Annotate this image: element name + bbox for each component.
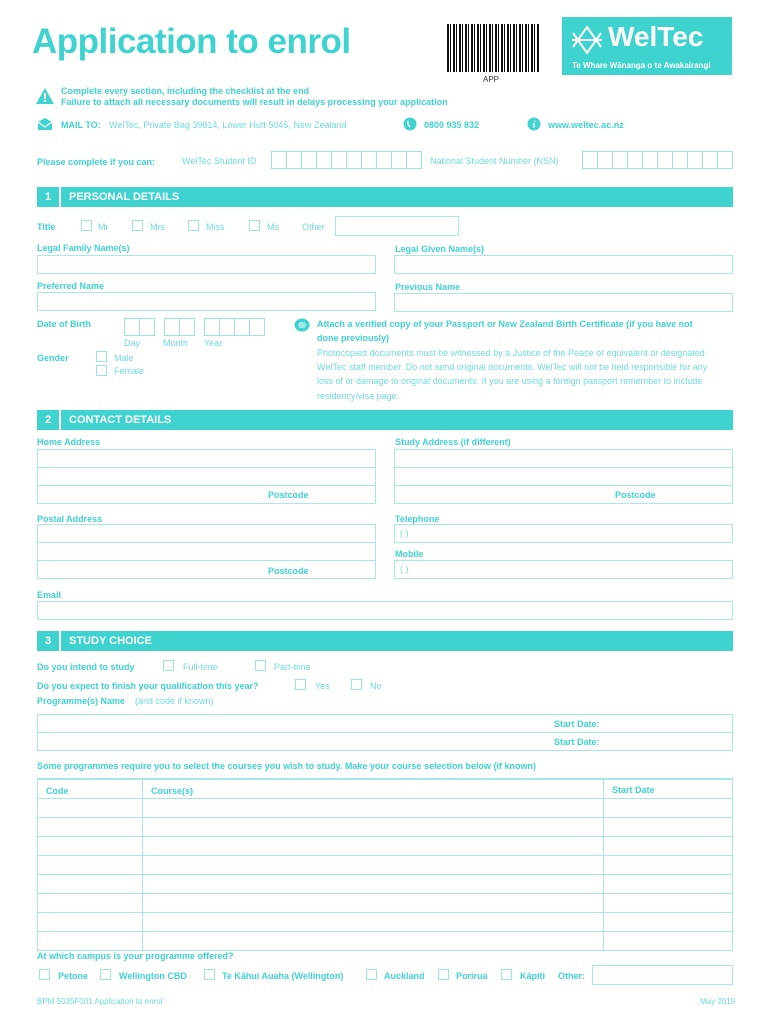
gender-male-label: Male [114,353,134,363]
courses-table [37,778,733,951]
parttime-checkbox[interactable] [255,660,266,671]
finish-no-checkbox[interactable] [351,679,362,690]
col-courses-header: Course(s) [151,786,194,796]
warning-line-1: Complete every section, including the checklist at the end [61,86,310,96]
campus-te-kahui-auaha-checkbox[interactable] [204,969,215,980]
section-title: STUDY CHOICE [69,635,152,647]
gender-label: Gender [37,353,69,363]
dob-year-label: Year [204,338,223,348]
title-mr-label: Mr [98,222,109,232]
logo-tagline: Te Whare Wānanga o te Awakairangi [572,61,711,70]
study-address-line-2[interactable] [394,467,733,486]
programme-start-date-1: Start Date: [554,719,600,729]
mail-to-label: MAIL TO: [61,120,101,130]
website-link[interactable]: www.weltec.ac.nz [548,120,624,130]
home-address-label: Home Address [37,437,101,447]
table-row[interactable] [38,836,732,855]
previous-name-label: Previous Name [395,282,461,292]
home-address-line-1[interactable] [37,449,376,468]
section-number: 2 [37,410,61,430]
campus-auckland-label: Auckland [384,971,425,981]
col-start-header: Start Date [612,785,655,795]
programme-name-label: Programme(s) Name [37,696,126,706]
mobile-label: Mobile [395,549,424,559]
table-header-row [38,779,732,798]
barcode-label: APP [483,75,500,84]
title-other-input[interactable] [335,216,459,236]
section-title: CONTACT DETAILS [69,414,172,426]
dob-month-label: Month [163,338,189,348]
logo-mark-icon [570,23,604,57]
study-postcode-label: Postcode [615,490,656,500]
study-address-line-1[interactable] [394,449,733,468]
attach-note-4: residency/visa page. [317,391,400,401]
table-row[interactable] [38,874,732,893]
barcode [447,24,539,72]
logo-name: WelTec [608,21,704,52]
finish-question-label: Do you expect to finish your qualification this year? [37,681,259,691]
gender-female-checkbox[interactable] [96,365,107,376]
family-name-input[interactable] [37,255,376,274]
section-number: 1 [37,187,61,207]
email-label: Email [37,590,62,600]
finish-no-label: No [370,681,382,691]
title-label: Title [37,222,56,232]
telephone-input[interactable] [394,524,733,543]
postal-postcode-label: Postcode [268,566,309,576]
section-contact-header [37,410,733,430]
section-study-header [37,631,733,651]
intend-study-label: Do you intend to study [37,662,135,672]
please-complete-label: Please complete if you can: [37,157,156,167]
programme-input-2[interactable] [37,732,733,751]
postal-address-line-2[interactable] [37,542,376,561]
preferred-name-input[interactable] [37,292,376,311]
student-id-label: WelTec Student ID [182,156,257,166]
title-mr-checkbox[interactable] [81,220,92,231]
gender-female-label: Female [114,366,145,376]
table-row[interactable] [38,931,732,950]
student-id-input[interactable] [271,151,421,169]
family-name-label: Legal Family Name(s) [37,243,130,253]
home-address-line-2[interactable] [37,467,376,486]
weltec-logo [562,17,732,75]
campus-other-input[interactable] [592,965,733,985]
title-mrs-label: Mrs [150,222,165,232]
warning-icon [36,88,54,104]
dob-day-input[interactable] [124,318,154,336]
gender-male-checkbox[interactable] [96,351,107,362]
given-name-label: Legal Given Name(s) [395,244,485,254]
campus-wellington-cbd-label: Wellington CBD [119,971,187,981]
mobile-input[interactable] [394,560,733,579]
section-personal-header [37,187,733,207]
courses-note: Some programmes require you to select the courses you wish to study. Make your course selection below (if known) [37,761,536,771]
study-address-line-3[interactable] [394,485,733,504]
programme-start-date-2: Start Date: [554,737,600,747]
mail-icon [37,117,53,131]
campus-petone-label: Petone [58,971,89,981]
programme-name-hint: (and code if known) [135,696,214,706]
dob-day-label: Day [124,338,141,348]
fulltime-label: Full-time [183,662,218,672]
parttime-label: Part-time [274,662,311,672]
table-row[interactable] [38,817,732,836]
svg-text:i: i [532,120,536,131]
postal-address-label: Postal Address [37,514,103,524]
table-row[interactable] [38,798,732,817]
warning-line-2: Failure to attach all necessary documents will result in delays processing your application [61,97,448,107]
telephone-label: Telephone [395,514,440,524]
attach-icon [294,318,310,332]
section-title: PERSONAL DETAILS [69,191,180,203]
footer-date: May 2019 [700,997,736,1006]
attach-note-2: WelTec staff member. Do not send original documents. WelTec will not be held responsible for any [317,362,708,372]
col-code-header: Code [46,786,69,796]
given-name-input[interactable] [394,255,733,274]
campus-te-kahui-auaha-label: Te Kāhui Auaha (Wellington) [222,971,344,981]
mobile-area-parens: ( ) [400,564,409,574]
table-row[interactable] [38,912,732,931]
campus-other-label: Other: [558,971,585,981]
dob-month-input[interactable] [164,318,194,336]
home-address-line-3[interactable] [37,485,376,504]
campus-wellington-cbd-checkbox[interactable] [100,969,111,980]
section-number: 3 [37,631,61,651]
attach-note-3: loss of or damage to original documents. If you are using a foreign passport remember to include [317,376,703,386]
attach-note-bold-2: done previously) [317,333,390,343]
title-mrs-checkbox[interactable] [132,220,143,231]
campus-kapiti-label: Kāpiti [520,971,546,981]
email-input[interactable] [37,601,733,620]
phone-number: 0800 935 832 [424,120,480,130]
campus-porirua-checkbox[interactable] [438,969,449,980]
phone-icon [403,117,417,131]
campus-question: At which campus is your programme offered? [37,951,234,961]
attach-note-bold-1: Attach a verified copy of your Passport or New Zealand Birth Certificate (if you have not [317,319,693,329]
table-row[interactable] [38,893,732,912]
campus-petone-checkbox[interactable] [39,969,50,980]
dob-label: Date of Birth [37,319,91,329]
campus-porirua-label: Porirua [456,971,488,981]
previous-name-input[interactable] [394,293,733,312]
nsn-label: National Student Number (NSN) [430,156,559,166]
programme-input-1[interactable] [37,714,733,733]
info-icon [527,117,541,131]
study-address-label: Study Address (if different) [395,437,511,447]
title-other-label: Other [302,222,325,232]
finish-yes-label: Yes [315,681,330,691]
page-title: Application to enrol [32,22,351,61]
mail-address: WelTec, Private Bag 39814, Lower Hutt 5045, New Zealand [109,120,347,130]
nsn-input[interactable] [582,151,732,169]
home-postcode-label: Postcode [268,490,309,500]
finish-yes-checkbox[interactable] [295,679,306,690]
postal-address-line-3[interactable] [37,560,376,579]
attach-note-1: Photocopied documents must be witnessed by a Justice of the Peace or equivalent or designated [317,348,705,358]
telephone-area-parens: ( ) [400,528,409,538]
title-miss-checkbox[interactable] [188,220,199,231]
title-miss-label: Miss [206,222,225,232]
dob-year-input[interactable] [204,318,264,336]
footer-form-code: BPM 5035F001 Application to enrol [37,997,163,1006]
campus-auckland-checkbox[interactable] [366,969,377,980]
title-ms-checkbox[interactable] [249,220,260,231]
preferred-name-label: Preferred Name [37,281,105,291]
table-row[interactable] [38,855,732,874]
campus-kapiti-checkbox[interactable] [501,969,512,980]
postal-address-line-1[interactable] [37,524,376,543]
fulltime-checkbox[interactable] [163,660,174,671]
title-ms-label: Ms [267,222,279,232]
